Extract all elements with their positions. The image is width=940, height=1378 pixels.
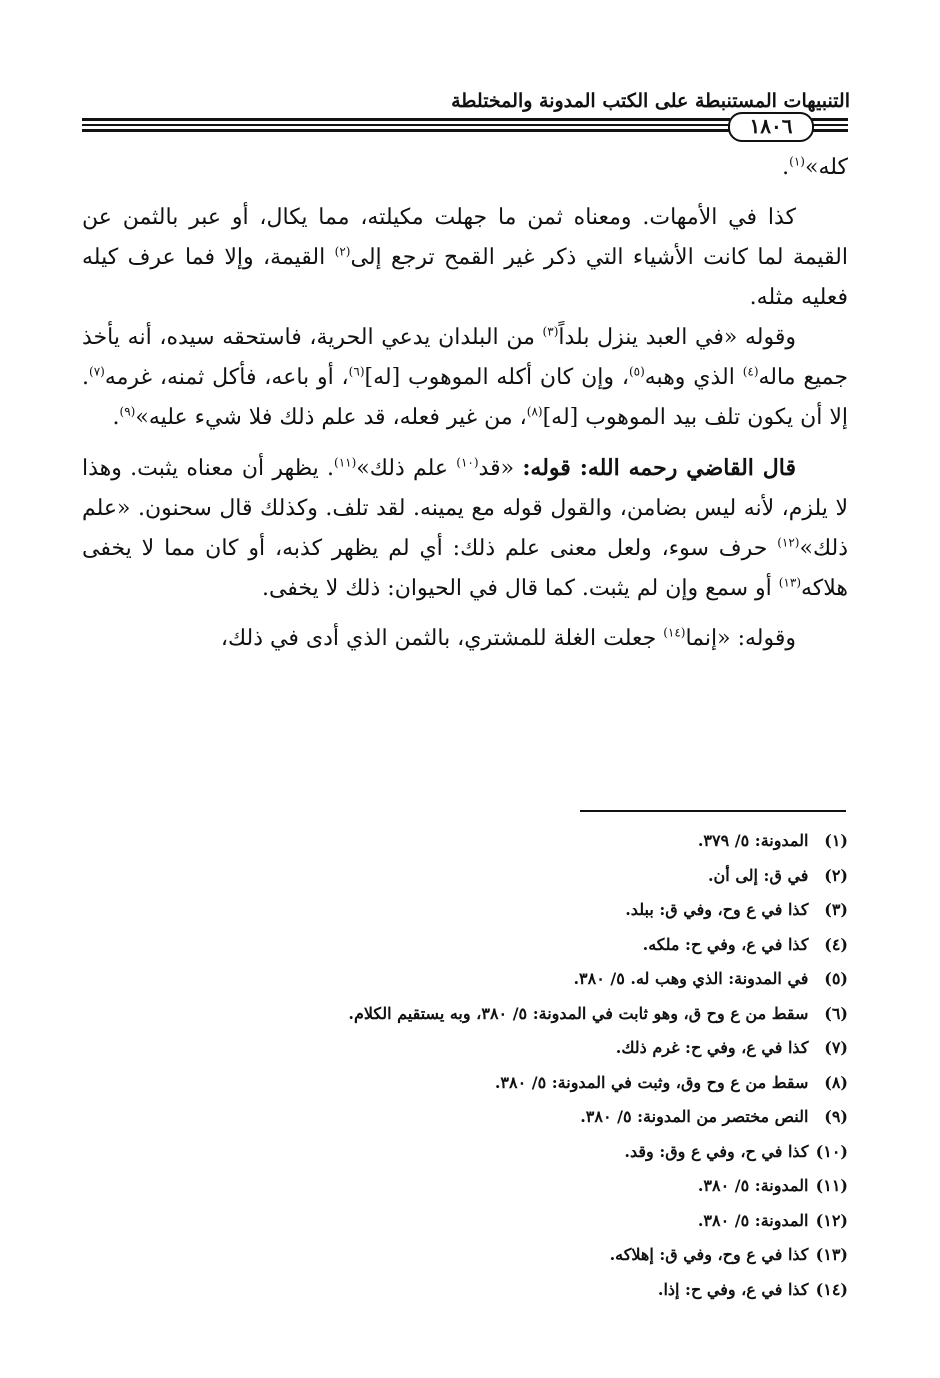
footnote-ref[interactable]: (٧): [89, 364, 105, 379]
footnote-text: المدونة: ٥/ ٣٨٠.: [697, 1176, 814, 1195]
footnote-number: (٤): [824, 934, 848, 954]
footnote-item: [82, 997, 848, 1032]
footnote-number: (١٠): [815, 1141, 848, 1161]
footnote-ref[interactable]: (١): [789, 154, 805, 169]
paragraph: كذا في الأمهات. ومعناه ثمن ما جهلت مكيلته، مما يكال، أو عبر بالثمن عن القيمة لما كانت الأشياء التي ذكر غير القمح ترجع إلى$^{(٢)}$ القيمة، وإلا فما عرف كيله فعليه مثله.: [82, 205, 848, 310]
footnote-text: كذا في ع وح، وفي ق: ببلد.: [625, 900, 814, 919]
header-rule: [808, 124, 848, 126]
footnote-number: (١): [824, 831, 848, 850]
paragraph: قال القاضي رحمه الله: قوله: «قد$^{(١٠)}$ علم ذلك»$^{(١١)}$. يظهر أن معناه يثبت. وهذا لا يلزم، لأنه ليس بضامن، والقول قوله مع يمينه. لقد تلف. وكذلك قال سحنون. «علم ذلك»$^{(١٢)}$ حرف سوء، ولعل معنى علم ذلك: أي لم يظهر كذبه، أو كان مما لا يخفى هلاكه$^{(١٣)}$ أو سمع وإن لم يثبت. كما قال في الحيوان: ذلك لا يخفى.: [82, 455, 848, 601]
footnote-ref[interactable]: (٥): [628, 364, 645, 379]
footnote-item: [82, 859, 848, 894]
footnote-number: (٣): [824, 900, 848, 919]
footnote-text: في ق: إلى أن.: [707, 865, 814, 885]
footnote-ref[interactable]: (٩): [119, 404, 136, 419]
header-rule: [808, 129, 848, 132]
footnote-number: (١٣): [815, 1245, 848, 1264]
footnote-ref[interactable]: (١٠): [456, 455, 479, 470]
footnote-text: كذا في ع، وفي ح: إذا.: [657, 1279, 814, 1299]
footnote-item: [82, 1273, 848, 1308]
footnote-text: النص مختصر من المدونة: ٥/ ٣٨٠.: [580, 1107, 814, 1126]
footnote-text: كذا في ح، وفي ع وق: وقد.: [624, 1141, 814, 1161]
footnote-text: المدونة: ٥/ ٣٨٠.: [697, 1210, 814, 1230]
footnote-text: سقط من ع وح وق، وثبت في المدونة: ٥/ ٣٨٠.: [494, 1072, 814, 1092]
footnote-ref[interactable]: (٢): [334, 244, 351, 259]
page-number: ١٨٠٦: [728, 112, 814, 142]
footnote-text: سقط من ع وح ق، وهو ثابت في المدونة: ٥/ ٣٨٠، وبه يستقيم الكلام.: [348, 1003, 814, 1023]
footnote-ref[interactable]: (١١): [334, 455, 357, 470]
header-rule: [82, 124, 730, 126]
footnote-ref[interactable]: (٤): [742, 364, 759, 379]
paragraph: وقوله: «إنما$^{(١٤)}$ جعلت الغلة للمشتري، بالثمن الذي أدى في ذلك،: [220, 625, 796, 651]
footnote-number: (٨): [824, 1072, 848, 1092]
main-text: [82, 148, 848, 659]
footnote-separator: [580, 810, 846, 812]
header-rule: [82, 118, 730, 121]
header-rule: [82, 129, 730, 132]
footnote-number: (٥): [824, 969, 848, 988]
footnote-ref[interactable]: (١٣): [778, 575, 801, 590]
running-header-title: التنبيهات المستنبطة على الكتب المدونة والمختلطة: [451, 90, 850, 112]
footnote-item: [82, 824, 848, 859]
footnote-number: (١١): [815, 1176, 848, 1195]
footnote-number: (١٢): [815, 1210, 848, 1230]
footnote-item: [82, 1066, 848, 1101]
footnote-ref[interactable]: (٣): [542, 324, 559, 339]
footnote-number: (٩): [824, 1107, 848, 1126]
speaker-label: قال القاضي رحمه الله: قوله:: [522, 455, 797, 481]
footnote-item: [82, 1135, 848, 1170]
footnote-ref[interactable]: (٨): [526, 404, 543, 419]
footnote-item: [82, 928, 848, 963]
footnote-item: [82, 1031, 848, 1066]
header-rule: [808, 118, 848, 121]
footnote-text: المدونة: ٥/ ٣٧٩.: [697, 831, 814, 850]
footnote-text: كذا في ع وح، وفي ق: إهلاكه.: [609, 1245, 814, 1264]
footnote-number: (٦): [824, 1003, 848, 1023]
paragraph: وقوله «في العبد ينزل بلداً$^{(٣)}$ من البلدان يدعي الحرية، فاستحقه سيده، أنه يأخذ جميع ماله$^{(٤)}$ الذي وهبه$^{(٥)}$، وإن كان أكله الموهوب [له]$^{(٦)}$، أو باعه، فأكل ثمنه، غرمه$^{(٧)}$. إلا أن يكون تلف بيد الموهوب [له]$^{(٨)}$، من غير فعله، قد علم ذلك فلا شيء عليه»$^{(٩)}$.: [82, 324, 849, 430]
footnote-item: [82, 1169, 848, 1204]
footnote-number: (١٤): [815, 1279, 848, 1299]
footnote-ref[interactable]: (٦): [348, 364, 365, 379]
footnote-item: [82, 1100, 848, 1135]
footnote-item: [82, 1204, 848, 1239]
footnote-number: (٧): [824, 1038, 848, 1057]
footnote-ref[interactable]: (١٢): [777, 535, 800, 550]
footnote-number: (٢): [824, 865, 848, 885]
paragraph: كله»$^{(١)}$.: [782, 154, 848, 180]
footnote-text: في المدونة: الذي وهب له. ٥/ ٣٨٠.: [573, 969, 814, 988]
footnote-text: كذا في ع، وفي ح: ملكه.: [642, 934, 814, 954]
footnote-item: [82, 1238, 848, 1273]
footnote-text: كذا في ع، وفي ح: غرم ذلك.: [615, 1038, 814, 1057]
footnote-item: [82, 893, 848, 928]
footnotes-list: [82, 824, 848, 1307]
footnote-item: [82, 962, 848, 997]
footnote-ref[interactable]: (١٤): [663, 625, 686, 640]
